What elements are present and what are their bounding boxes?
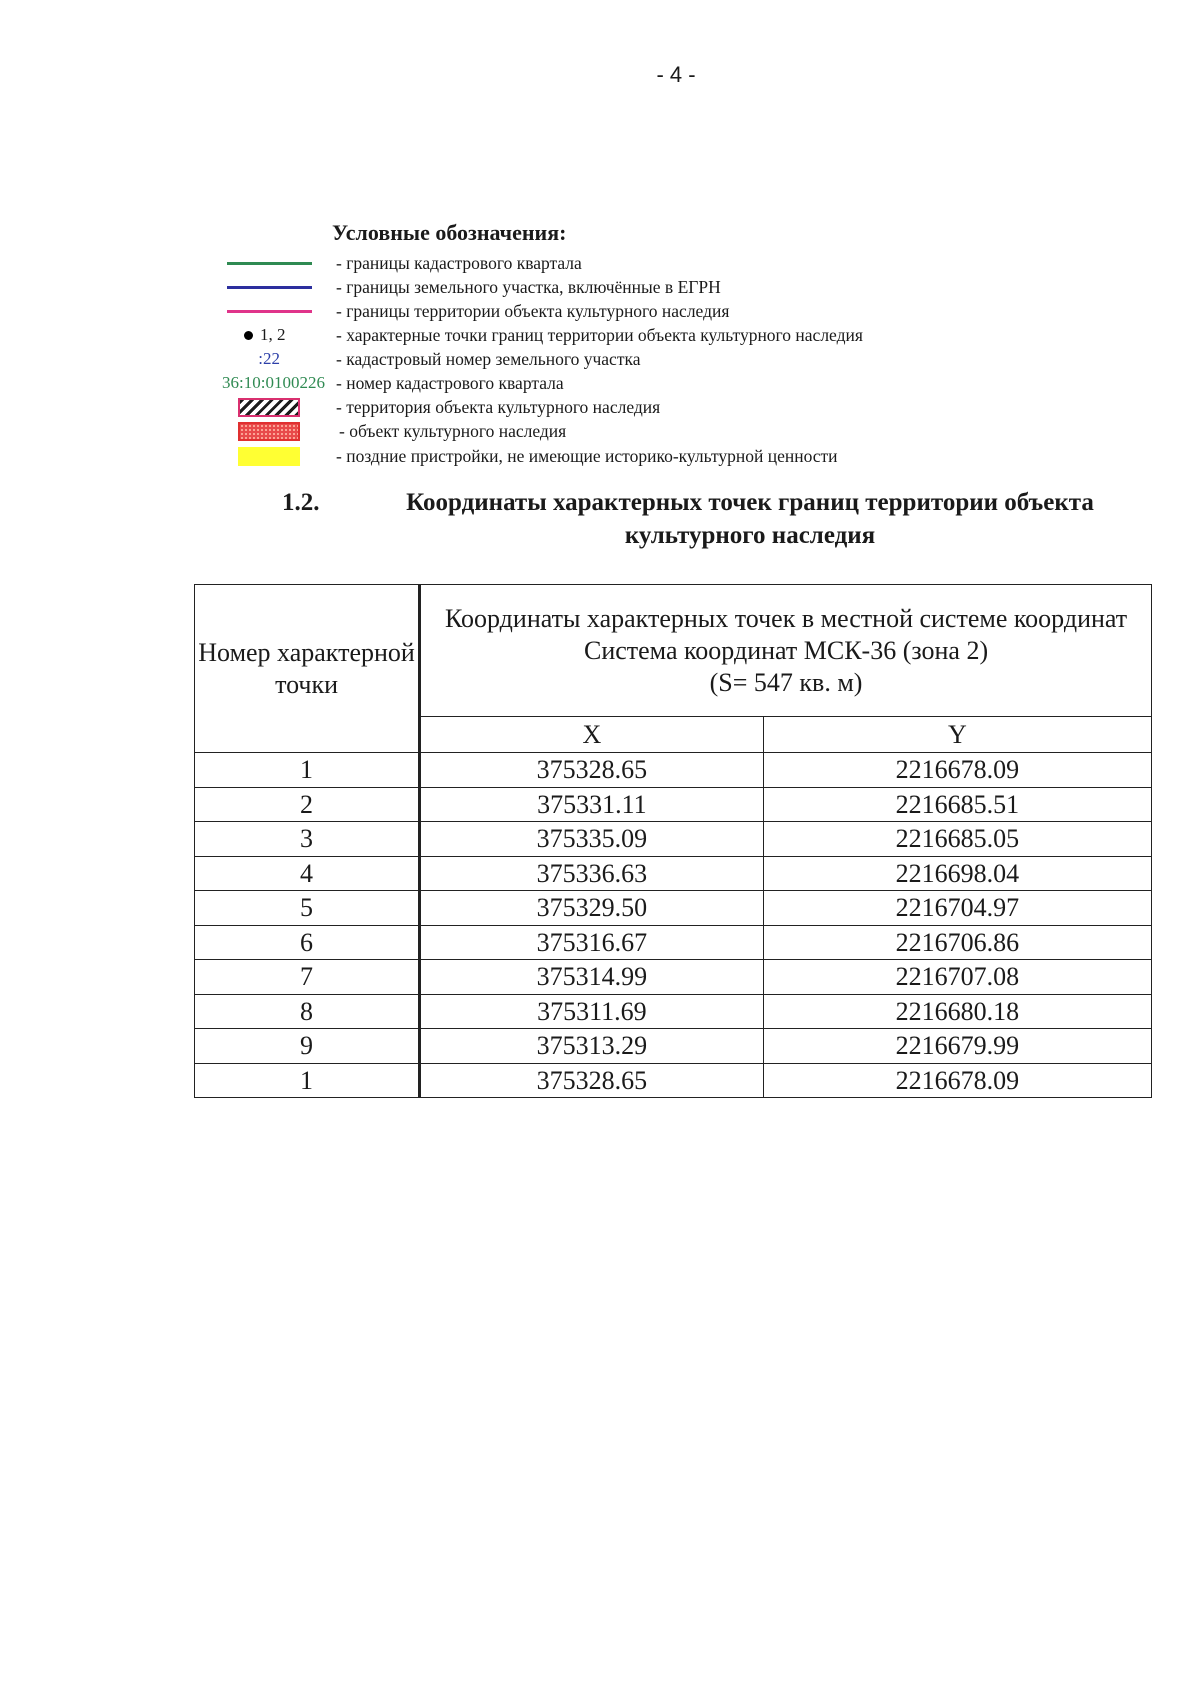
legend-item-text: - объект культурного наследия	[339, 421, 567, 441]
green-line-symbol	[190, 252, 330, 274]
y-cell: 2216678.09	[763, 1063, 1151, 1098]
pink-line-symbol	[190, 300, 330, 322]
dot-icon	[244, 331, 253, 340]
legend-item-land-plot-border	[190, 276, 1090, 298]
y-cell: 2216679.99	[763, 1029, 1151, 1064]
legend-item-heritage-territory	[190, 396, 1090, 418]
legend-item-text: - кадастровый номер земельного участка	[336, 349, 641, 369]
line-swatch	[227, 310, 312, 313]
coordinates-table	[194, 584, 1152, 1098]
section-number: 1.2.	[282, 489, 320, 516]
section-title: Координаты характерных точек границ территории объекта культурного наследия	[406, 489, 1094, 549]
x-cell: 375311.69	[420, 994, 764, 1029]
y-cell: 2216704.97	[763, 891, 1151, 926]
legend-item-heritage-object	[190, 420, 1090, 442]
x-cell: 375314.99	[420, 960, 764, 995]
legend-item-cadastral-quarter-border	[190, 252, 1090, 274]
y-cell: 2216685.05	[763, 822, 1151, 857]
legend-item-text: - границы кадастрового квартала	[336, 253, 582, 273]
legend-item-text: - характерные точки границ территории объекта культурного наследия	[336, 325, 863, 345]
legend-item-late-extensions	[190, 445, 1090, 467]
table-row	[195, 856, 1152, 891]
legend-item-text: - номер кадастрового квартала	[336, 373, 564, 393]
table-row	[195, 753, 1152, 788]
legend-item-land-plot-number	[190, 348, 1090, 370]
point-number-cell: 3	[195, 822, 420, 857]
point-number-cell: 1	[195, 1063, 420, 1098]
point-number-cell: 6	[195, 925, 420, 960]
y-cell: 2216706.86	[763, 925, 1151, 960]
y-cell: 2216685.51	[763, 787, 1151, 822]
point-number-cell: 7	[195, 960, 420, 995]
point-label: 1, 2	[260, 325, 286, 344]
legend-title: Условные обозначения:	[332, 220, 567, 245]
hatch-symbol	[190, 396, 330, 418]
y-cell: 2216707.08	[763, 960, 1151, 995]
line-swatch	[227, 286, 312, 289]
legend-item-heritage-territory-border	[190, 300, 1090, 322]
point-symbol	[190, 324, 330, 346]
page-number: - 4 -	[656, 62, 696, 87]
table-row	[195, 994, 1152, 1029]
legend-item-text: - границы территории объекта культурного наследия	[336, 301, 730, 321]
point-number-cell: 8	[195, 994, 420, 1029]
x-cell: 375316.67	[420, 925, 764, 960]
line-swatch	[227, 262, 312, 265]
header-coordinates-line1: Координаты характерных точек в местной системе координат	[444, 603, 1128, 633]
quarter-number-label: 36:10:0100226	[222, 373, 325, 392]
table-row	[195, 925, 1152, 960]
hatch-swatch	[238, 398, 300, 417]
x-cell: 375331.11	[420, 787, 764, 822]
y-cell: 2216678.09	[763, 753, 1151, 788]
x-cell: 375336.63	[420, 856, 764, 891]
y-cell: 2216698.04	[763, 856, 1151, 891]
x-cell: 375328.65	[420, 1063, 764, 1098]
x-cell: 375313.29	[420, 1029, 764, 1064]
header-coordinates-area: (S= 547 кв. м)	[709, 667, 863, 697]
x-cell: 375328.65	[420, 753, 764, 788]
legend-item-text: - поздние пристройки, не имеющие историко-культурной ценности	[336, 446, 838, 466]
point-number-cell: 5	[195, 891, 420, 926]
table-row	[195, 787, 1152, 822]
point-number-cell: 2	[195, 787, 420, 822]
header-coordinates	[420, 585, 1152, 717]
table-row	[195, 1029, 1152, 1064]
blue-line-symbol	[190, 276, 330, 298]
header-coordinates-system: Система координат МСК-36 (зона 2)	[583, 635, 989, 665]
red-dotted-swatch	[238, 422, 300, 441]
red-dotted-symbol	[190, 420, 330, 442]
plot-number-symbol	[190, 348, 330, 370]
legend-item-quarter-number	[190, 372, 1090, 394]
yellow-symbol	[190, 445, 330, 467]
legend-item-text: - границы земельного участка, включённые в ЕГРН	[336, 277, 721, 297]
point-number-cell: 1	[195, 753, 420, 788]
header-point-number: Номер характерной точки	[195, 585, 420, 753]
legend-item-text: - территория объекта культурного наследия	[336, 397, 661, 417]
point-number-cell: 9	[195, 1029, 420, 1064]
y-cell: 2216680.18	[763, 994, 1151, 1029]
header-x: X	[420, 717, 764, 753]
table-row	[195, 891, 1152, 926]
table-row	[195, 822, 1152, 857]
x-cell: 375335.09	[420, 822, 764, 857]
point-number-cell: 4	[195, 856, 420, 891]
quarter-number-symbol	[182, 372, 325, 394]
table-row	[195, 1063, 1152, 1098]
header-y: Y	[763, 717, 1151, 753]
plot-number-label: :22	[258, 349, 280, 368]
legend-item-characteristic-points	[190, 324, 1090, 346]
yellow-swatch	[238, 447, 300, 466]
table-row	[195, 960, 1152, 995]
x-cell: 375329.50	[420, 891, 764, 926]
